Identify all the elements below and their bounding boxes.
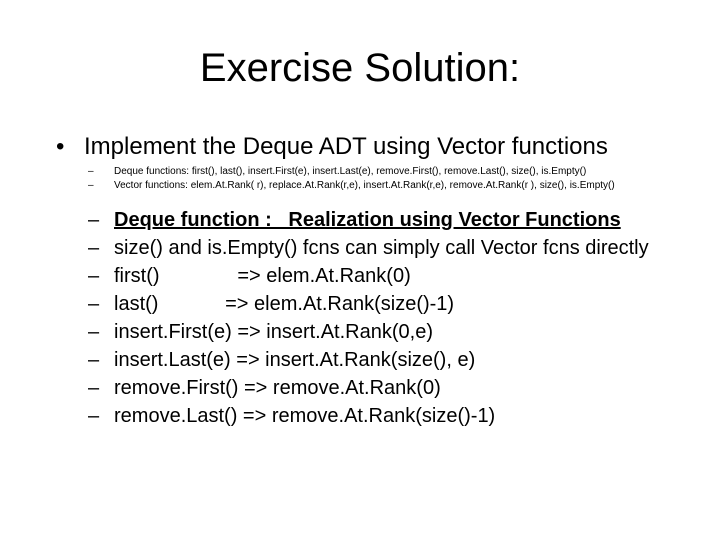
slide-title: Exercise Solution:	[199, 46, 521, 90]
list-item-text: Deque function : Realization using Vector Functions	[114, 209, 621, 231]
list-item-text: last() => elem.At.Rank(size()-1)	[114, 293, 455, 315]
dash-marker: –	[88, 377, 100, 399]
list-item	[88, 375, 668, 401]
list-item	[88, 291, 668, 317]
list-item-text: size() and is.Empty() fcns can simply call Vector fcns directly	[114, 237, 649, 259]
list-item-text: remove.Last() => remove.At.Rank(size()-1)	[114, 405, 496, 427]
main-bullet-text: Implement the Deque ADT using Vector functions	[84, 133, 608, 160]
list-item	[88, 263, 668, 289]
dash-marker: –	[88, 349, 100, 371]
list-item-text: insert.Last(e) => insert.At.Rank(size(), e)	[114, 349, 476, 371]
realization-list	[88, 207, 668, 431]
main-bullet	[56, 132, 608, 162]
dash-marker: –	[88, 166, 94, 177]
dash-marker: –	[88, 293, 100, 315]
dash-marker: –	[88, 180, 94, 191]
list-item-text: first() => elem.At.Rank(0)	[114, 265, 411, 287]
dash-marker: –	[88, 209, 100, 231]
list-item	[88, 319, 668, 345]
list-item-vector-functions	[88, 179, 615, 193]
list-item-heading	[88, 207, 668, 233]
list-item-text: remove.First() => remove.At.Rank(0)	[114, 377, 441, 399]
dash-marker: –	[88, 237, 100, 259]
list-item-text: insert.First(e) => insert.At.Rank(0,e)	[114, 321, 433, 343]
bullet-marker: •	[56, 133, 65, 160]
list-item	[88, 403, 668, 429]
dash-marker: –	[88, 405, 100, 427]
list-item	[88, 347, 668, 373]
list-item-text: Vector functions: elem.At.Rank( r), replace.At.Rank(r,e), insert.At.Rank(r,e), remove.At.Rank(r ), size(), is.Empty()	[114, 180, 615, 191]
dash-marker: –	[88, 321, 100, 343]
dash-marker: –	[88, 265, 100, 287]
list-item	[88, 235, 668, 261]
list-item-deque-functions	[88, 165, 615, 179]
list-item-text: Deque functions: first(), last(), insert.First(e), insert.Last(e), remove.First(), remove.Last(), size(), is.Empty()	[114, 166, 587, 177]
function-list	[88, 165, 615, 193]
